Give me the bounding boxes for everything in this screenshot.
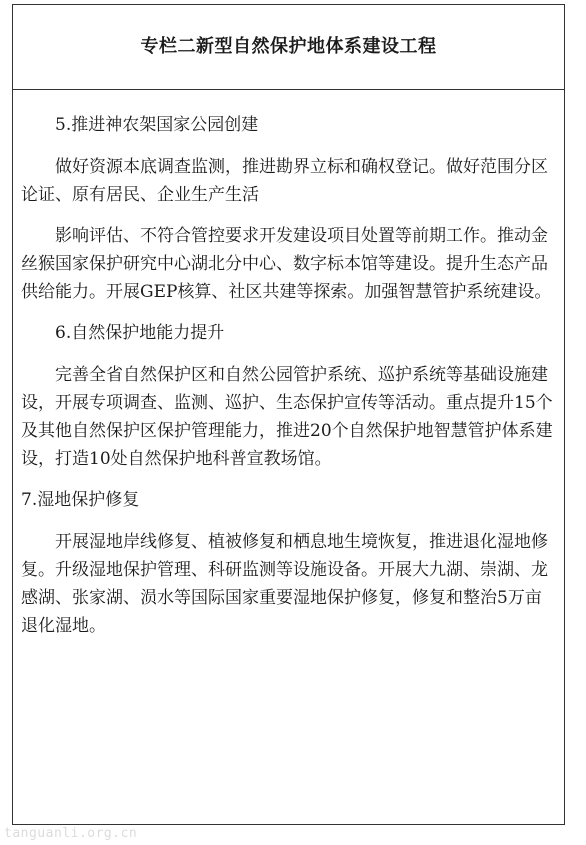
section-paragraph: 做好资源本底调查监测，推进勘界立标和确权登记。做好范围分区论证、原有居民、企业生产生活 bbox=[21, 157, 548, 205]
section-paragraph: 影响评估、不符合管控要求开发建设项目处置等前期工作。推动金丝猴国家保护研究中心湖北分中心、数字标本馆等建设。提升生态产品供给能力。开展GEP核算、社区共建等探索。加强智慧管护系统建设。 bbox=[21, 226, 552, 302]
section-paragraph: 完善全省自然保护区和自然公园管护系统、巡护系统等基础设施建设，开展专项调查、监测、巡护、生态保护宣传等活动。重点提升15个及其他自然保护区保护管理能力，推进20个自然保护地智慧管护体系建设，打造10处自然保护地科普宣教场馆。 bbox=[21, 365, 553, 469]
section-heading: 5.推进神农架国家公园创建 bbox=[55, 115, 259, 135]
column-content bbox=[21, 111, 558, 640]
column-box bbox=[12, 4, 565, 825]
watermark: tanguanli.org.cn bbox=[4, 826, 138, 841]
section-heading: 6.自然保护地能力提升 bbox=[55, 323, 225, 343]
section-paragraph: 开展湿地岸线修复、植被修复和栖息地生境恢复，推进退化湿地修复。升级湿地保护管理、科研监测等设施设备。开展大九湖、崇湖、龙感湖、张家湖、涢水等国际国家重要湿地保护修复，修复和整治5万亩退化湿地。 bbox=[21, 532, 548, 636]
title-row bbox=[13, 5, 564, 90]
column-title: 专栏二新型自然保护地体系建设工程 bbox=[140, 36, 437, 57]
section-heading: 7.湿地保护修复 bbox=[21, 490, 140, 510]
